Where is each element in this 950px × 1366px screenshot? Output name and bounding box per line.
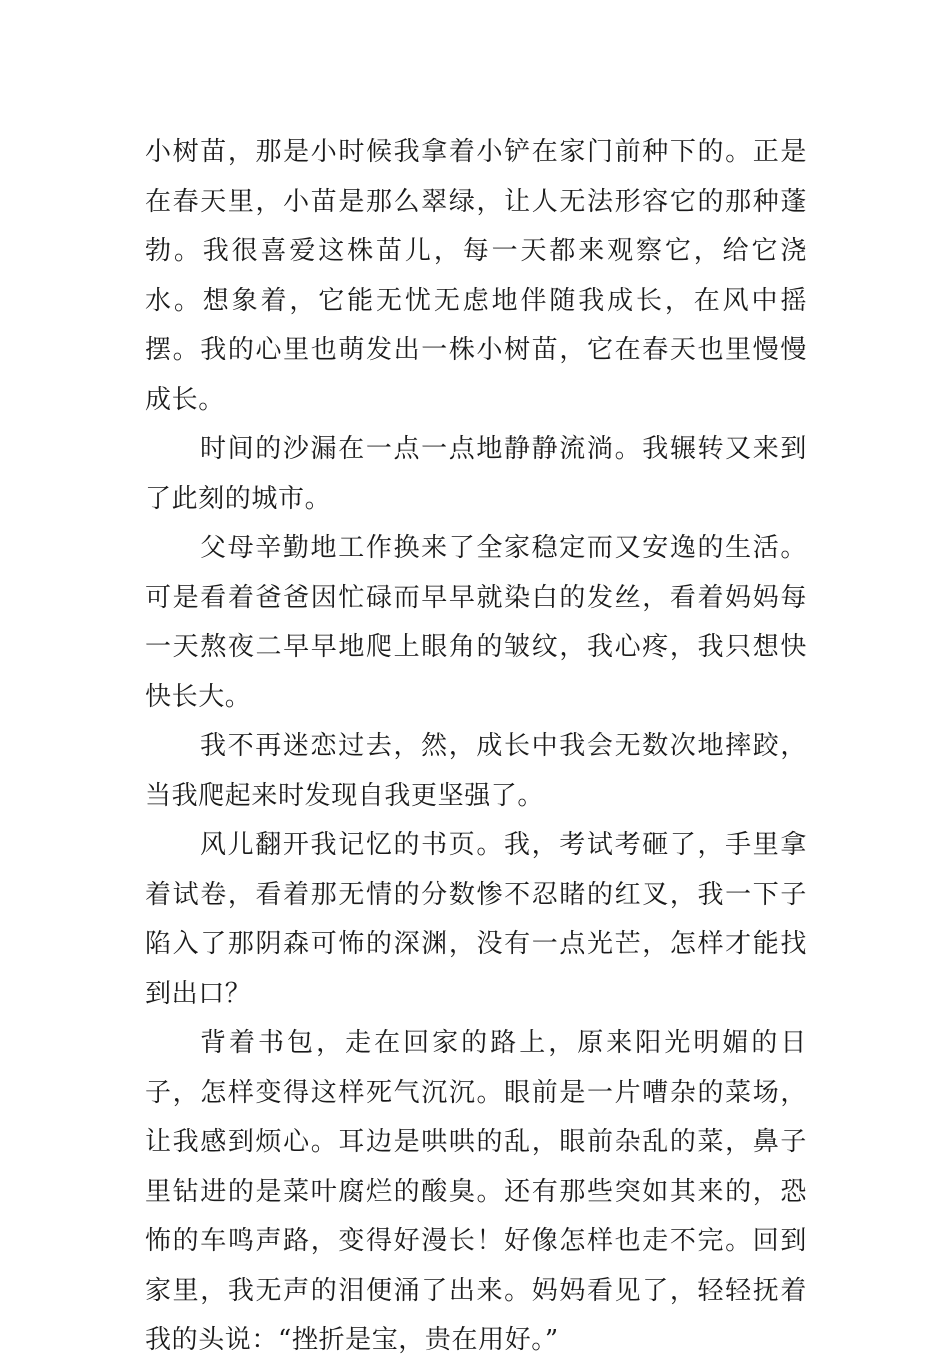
body-text xyxy=(145,128,807,1366)
paragraph-3: 父母辛勤地工作换来了全家稳定而又安逸的生活。可是看着爸爸因忙碌而早早就染白的发丝，看着妈妈每一天熬夜二早早地爬上眼角的皱纹，我心疼，我只想快快长大。 xyxy=(145,533,807,712)
paragraph-2: 时间的沙漏在一点一点地静静流淌。我辗转又来到了此刻的城市。 xyxy=(145,434,807,514)
paragraph-6: 背着书包，走在回家的路上，原来阳光明媚的日子，怎样变得这样死气沉沉。眼前是一片嘈杂的菜场，让我感到烦心。耳边是哄哄的乱，眼前杂乱的菜，鼻子里钻进的是菜叶腐烂的酸臭。还有那些突如其来的，恐怖的车鸣声路，变得好漫长！好像怎样也走不完。回到家里，我无声的泪便涌了出来。妈妈看见了，轻轻抚着我的头说：“挫折是宝，贵在用好。” xyxy=(145,1028,807,1355)
paragraph-1: 小树苗，那是小时候我拿着小铲在家门前种下的。正是在春天里，小苗是那么翠绿，让人无法形容它的那种蓬勃。我很喜爱这株苗儿，每一天都来观察它，给它浇水。想象着，它能无忧无虑地伴随我成长，在风中摇摆。我的心里也萌发出一株小树苗，它在春天也里慢慢成长。 xyxy=(145,137,807,415)
paragraph-5: 风儿翻开我记忆的书页。我，考试考砸了，手里拿着试卷，看着那无情的分数惨不忍睹的红叉，我一下子陷入了那阴森可怖的深渊，没有一点光芒，怎样才能找到出口？ xyxy=(145,830,807,1009)
paragraph-4: 我不再迷恋过去，然，成长中我会无数次地摔跤，当我爬起来时发现自我更坚强了。 xyxy=(145,731,807,811)
